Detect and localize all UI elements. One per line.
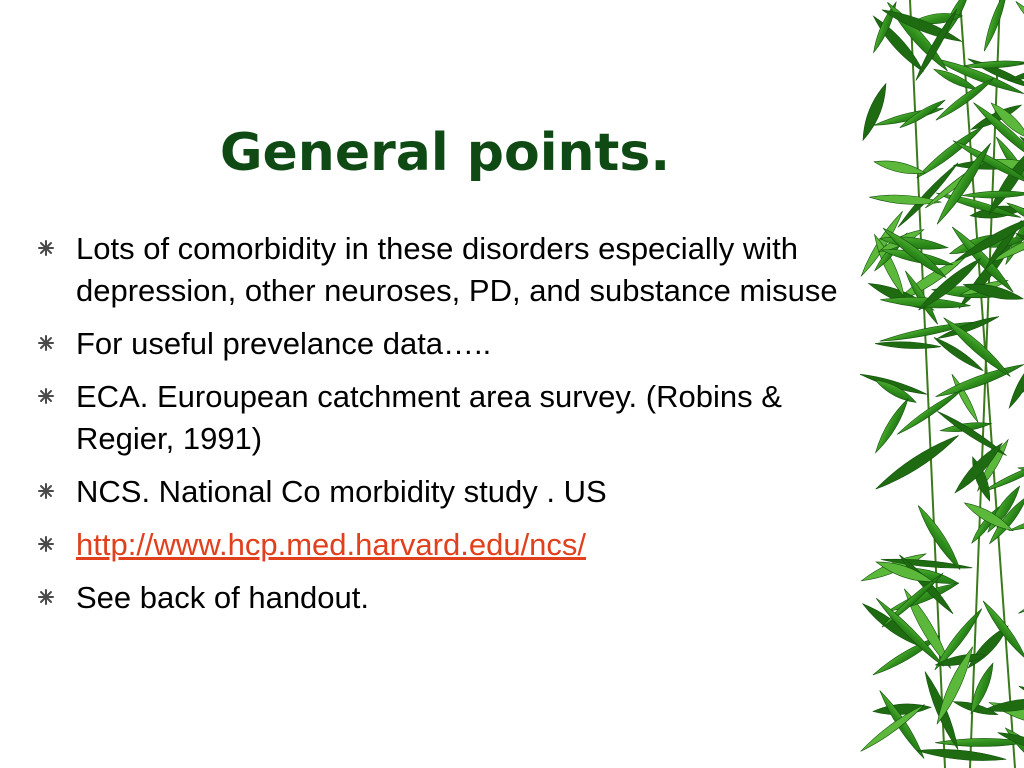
- bamboo-leaf: [1017, 565, 1024, 616]
- bamboo-leaf: [916, 746, 1006, 764]
- bullet-list: [40, 228, 850, 630]
- asterisk-bullet-icon: [38, 589, 54, 605]
- asterisk-bullet-icon: [38, 536, 54, 552]
- asterisk-bullet-icon: [38, 483, 54, 499]
- bullet-text: Lots of comorbidity in these disorders especially with depression, other neuroses, PD, and substance misuse: [76, 231, 838, 308]
- bullet-text: See back of handout.: [76, 580, 370, 615]
- bullet-item: [40, 471, 850, 513]
- bamboo-leaf: [858, 82, 891, 143]
- bullet-item: [40, 323, 850, 365]
- bamboo-leaf: [873, 702, 932, 717]
- bullet-item: [40, 228, 850, 312]
- ncs-link[interactable]: http://www.hcp.med.harvard.edu/ncs/: [76, 527, 587, 562]
- bamboo-leaf: [872, 397, 912, 455]
- slide-title: General points.: [219, 123, 671, 183]
- bullet-link-wrapper: [76, 527, 586, 562]
- bamboo-leaf: [981, 0, 1011, 52]
- bamboo-leaf: [875, 340, 941, 350]
- bullet-text: NCS. National Co morbidity study . US: [76, 474, 607, 509]
- bamboo-leaves-icon: [850, 0, 1024, 768]
- bullet-item: [40, 376, 850, 460]
- bullet-text: For useful prevelance data…..: [76, 326, 492, 361]
- asterisk-bullet-icon: [38, 388, 54, 404]
- bullet-item: [40, 577, 850, 619]
- asterisk-bullet-icon: [38, 335, 54, 351]
- asterisk-bullet-icon: [38, 240, 54, 256]
- bamboo-leaf: [1013, 0, 1024, 49]
- bullet-text: ECA. Euroupean catchment area survey. (Robins & Regier, 1991): [76, 379, 782, 456]
- bullet-item: [40, 524, 850, 566]
- bamboo-leaf: [1006, 355, 1024, 410]
- bamboo-leaf: [962, 190, 1024, 199]
